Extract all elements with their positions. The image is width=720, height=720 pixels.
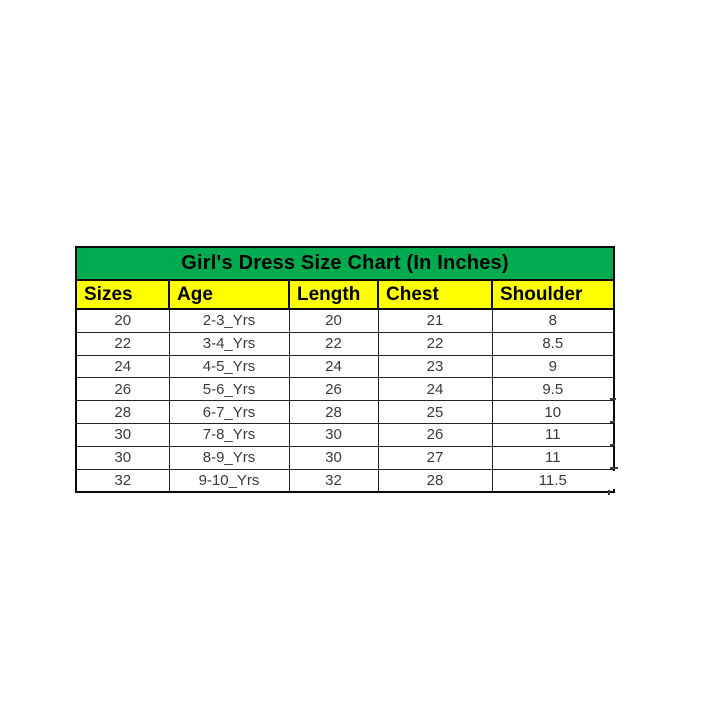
table-cell: 27 bbox=[378, 446, 492, 469]
table-cell: 26 bbox=[76, 378, 169, 401]
table-cell: 11 bbox=[492, 423, 614, 446]
table-cell: 8-9_Yrs bbox=[169, 446, 289, 469]
table-row bbox=[76, 309, 614, 332]
table-cell: 24 bbox=[76, 355, 169, 378]
table-cell: 22 bbox=[378, 332, 492, 355]
table-cell: 26 bbox=[289, 378, 378, 401]
table-cell: 28 bbox=[289, 401, 378, 424]
size-chart-table bbox=[75, 246, 615, 493]
table-cell: 3-4_Yrs bbox=[169, 332, 289, 355]
table-cell: 10 bbox=[492, 401, 614, 424]
table-cell: 30 bbox=[76, 423, 169, 446]
table-cell: 6-7_Yrs bbox=[169, 401, 289, 424]
table-cell: 8 bbox=[492, 309, 614, 332]
column-header-shoulder: Shoulder bbox=[492, 280, 614, 309]
gridline-artifact bbox=[608, 490, 610, 495]
table-header-row bbox=[76, 280, 614, 309]
table-cell: 28 bbox=[378, 469, 492, 492]
table-cell: 30 bbox=[289, 446, 378, 469]
table-row bbox=[76, 378, 614, 401]
column-header-length: Length bbox=[289, 280, 378, 309]
column-header-age: Age bbox=[169, 280, 289, 309]
table-cell: 30 bbox=[289, 423, 378, 446]
table-cell: 32 bbox=[76, 469, 169, 492]
table-row bbox=[76, 401, 614, 424]
chart-title: Girl's Dress Size Chart (In Inches) bbox=[76, 247, 614, 280]
table-cell: 2-3_Yrs bbox=[169, 309, 289, 332]
table-row bbox=[76, 423, 614, 446]
table-cell: 8.5 bbox=[492, 332, 614, 355]
table-cell: 30 bbox=[76, 446, 169, 469]
table-cell: 7-8_Yrs bbox=[169, 423, 289, 446]
table-cell: 20 bbox=[76, 309, 169, 332]
table-cell: 25 bbox=[378, 401, 492, 424]
table-cell: 9 bbox=[492, 355, 614, 378]
column-header-chest: Chest bbox=[378, 280, 492, 309]
table-row bbox=[76, 332, 614, 355]
table-cell: 32 bbox=[289, 469, 378, 492]
table-cell: 21 bbox=[378, 309, 492, 332]
table-cell: 4-5_Yrs bbox=[169, 355, 289, 378]
table-cell: 22 bbox=[76, 332, 169, 355]
table-row bbox=[76, 469, 614, 492]
table-cell: 9.5 bbox=[492, 378, 614, 401]
table-cell: 11.5 bbox=[492, 469, 614, 492]
table-title-row bbox=[76, 247, 614, 280]
table-cell: 24 bbox=[378, 378, 492, 401]
gridline-artifact bbox=[609, 471, 617, 489]
table-cell: 23 bbox=[378, 355, 492, 378]
gridline-artifact bbox=[610, 398, 616, 400]
table-cell: 28 bbox=[76, 401, 169, 424]
gridline-artifact bbox=[610, 444, 615, 446]
table-cell: 26 bbox=[378, 423, 492, 446]
table-cell: 24 bbox=[289, 355, 378, 378]
table-cell: 9-10_Yrs bbox=[169, 469, 289, 492]
table-cell: 5-6_Yrs bbox=[169, 378, 289, 401]
gridline-artifact bbox=[610, 467, 618, 469]
table-cell: 20 bbox=[289, 309, 378, 332]
table-row bbox=[76, 446, 614, 469]
column-header-sizes: Sizes bbox=[76, 280, 169, 309]
table-cell: 22 bbox=[289, 332, 378, 355]
gridline-artifact bbox=[610, 421, 615, 423]
table-cell: 11 bbox=[492, 446, 614, 469]
table-row bbox=[76, 355, 614, 378]
